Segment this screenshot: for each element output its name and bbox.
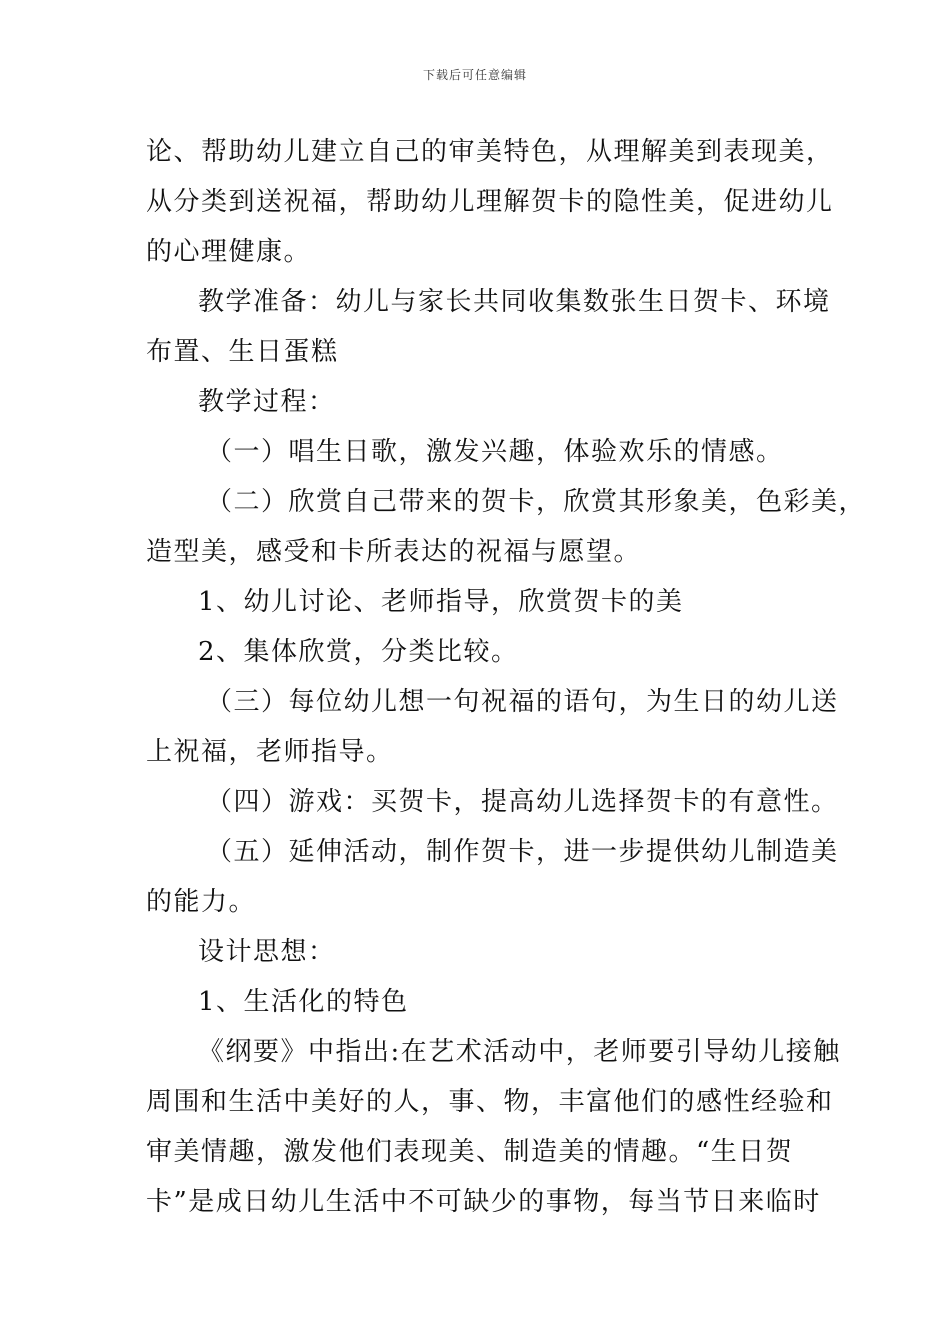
list-item: （四）游戏：买贺卡，提高幼儿选择贺卡的有意性。: [206, 787, 839, 817]
paragraph-line: 《纲要》中指出:在艺术活动中，老师要引导幼儿接触: [198, 1037, 841, 1067]
paragraph-line: 造型美，感受和卡所表达的祝福与愿望。: [146, 537, 642, 567]
page-header-note: 下载后可任意编辑: [422, 68, 527, 82]
paragraph-line: 教学准备：幼儿与家长共同收集数张生日贺卡、环境: [198, 287, 831, 317]
list-item: 2、集体欣赏，分类比较。: [198, 637, 519, 667]
paragraph-line: 周围和生活中美好的人，事、物，丰富他们的感性经验和: [146, 1087, 834, 1117]
paragraph-line: 卡”是成日幼儿生活中不可缺少的事物，每当节日来临时: [146, 1187, 821, 1217]
paragraph-line: 从分类到送祝福，帮助幼儿理解贺卡的隐性美，促进幼儿: [146, 187, 834, 217]
paragraph-line: 布置、生日蛋糕: [146, 337, 339, 367]
section-heading: 教学过程：: [198, 387, 336, 417]
list-item: （三）每位幼儿想一句祝福的语句，为生日的幼儿送: [206, 687, 839, 717]
section-heading: 设计思想：: [198, 937, 336, 967]
document-body: [146, 127, 867, 1227]
paragraph-line: 的能力。: [146, 887, 257, 917]
paragraph-line: 的心理健康。: [146, 237, 312, 267]
list-item: 1、生活化的特色: [198, 987, 409, 1017]
paragraph-line: 上祝福，老师指导。: [146, 737, 394, 767]
list-item: 1、幼儿讨论、老师指导，欣赏贺卡的美: [198, 587, 684, 617]
list-item: （五）延伸活动，制作贺卡，进一步提供幼儿制造美: [206, 837, 839, 867]
list-item: （一）唱生日歌，激发兴趣，体验欢乐的情感。: [206, 437, 784, 467]
paragraph-line: 审美情趣，激发他们表现美、制造美的情趣。“生日贺: [146, 1137, 794, 1167]
list-item: （二）欣赏自己带来的贺卡，欣赏其形象美，色彩美，: [206, 487, 867, 517]
paragraph-line: 论、帮助幼儿建立自己的审美特色，从理解美到表现美，: [146, 137, 834, 167]
